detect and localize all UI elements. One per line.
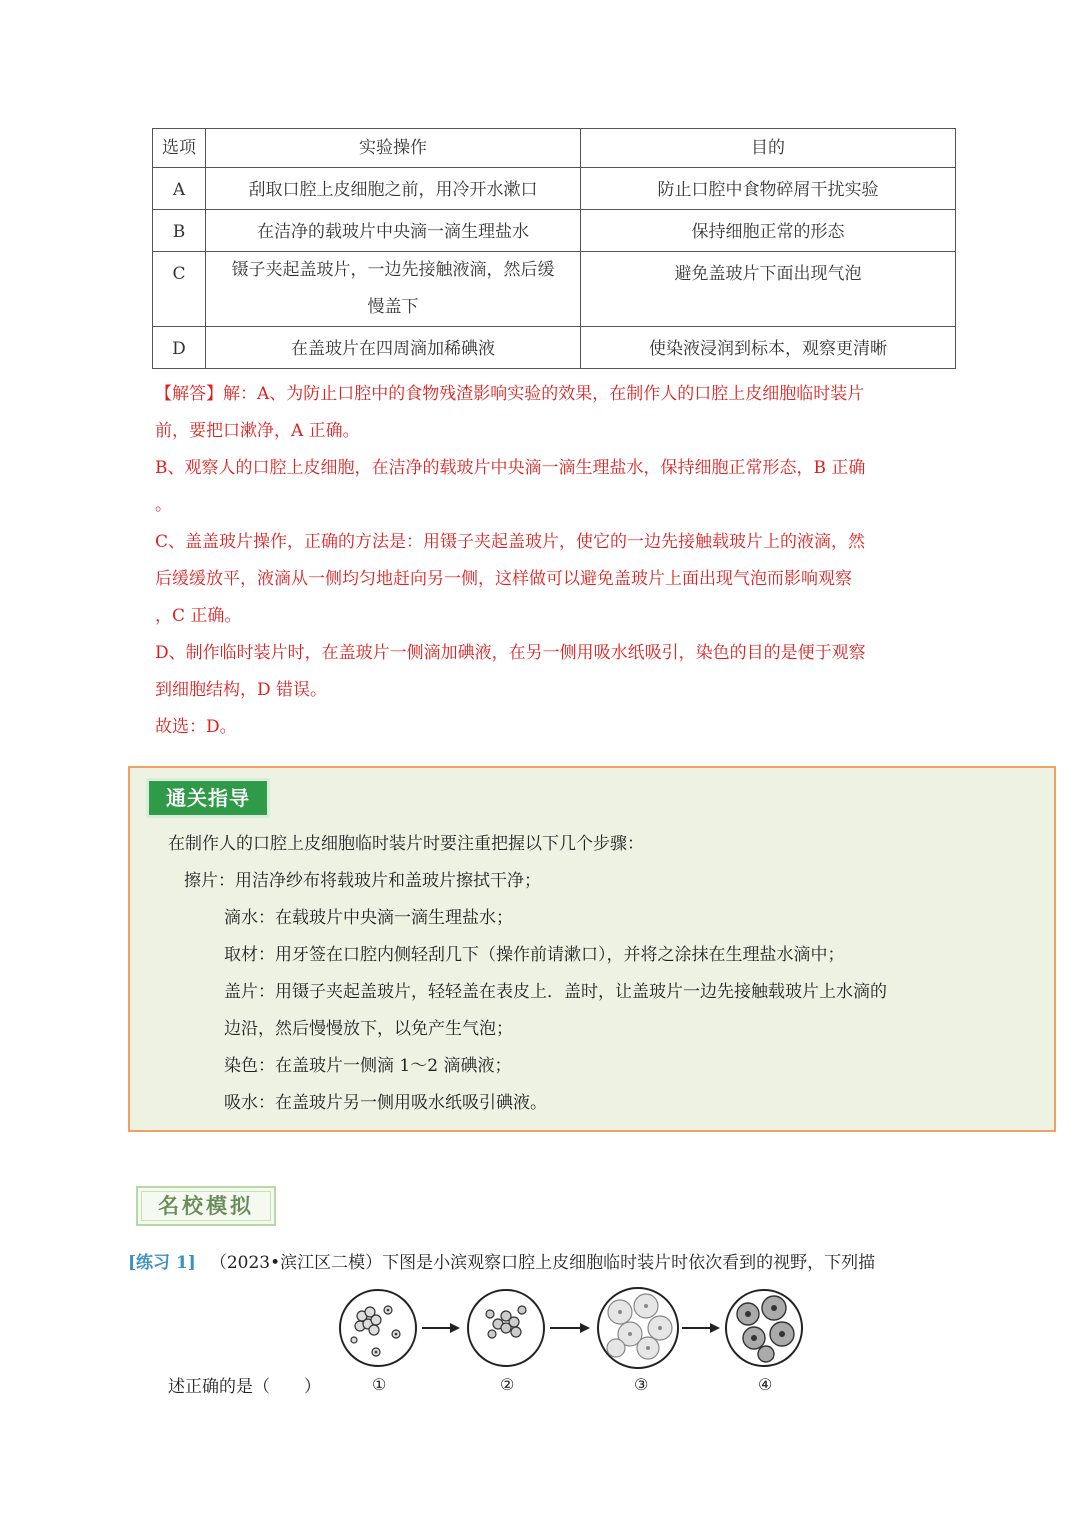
- guide-step: 染色：在盖玻片一侧滴 1～2 滴碘液；: [224, 1056, 512, 1076]
- microscope-view-3: [598, 1288, 678, 1368]
- experiment-table: [152, 128, 956, 369]
- microscope-view-2: [468, 1290, 544, 1366]
- table-row: [153, 210, 956, 252]
- guide-content: [168, 826, 1048, 1122]
- cell-purpose: 使染液浸润到标本，观察更清晰: [581, 327, 956, 369]
- arrow-head: [580, 1323, 590, 1333]
- guide-step: 吸水：在盖玻片另一侧用吸水纸吸引碘液。: [224, 1093, 547, 1113]
- cell-purpose: 防止口腔中食物碎屑干扰实验: [581, 168, 956, 210]
- cell-operation: [206, 252, 581, 327]
- cell-option: B: [153, 210, 206, 252]
- answer-line: ，C 正确。: [155, 606, 242, 626]
- practice-question: [128, 1248, 958, 1278]
- header-operation: 实验操作: [206, 129, 581, 168]
- answer-line: 【解答】解：A、为防止口腔中的食物残渣影响实验的效果，在制作人的口腔上皮细胞临时装片: [155, 384, 865, 404]
- guide-title-badge: 通关指导: [146, 778, 270, 818]
- figure-label-1: ①: [372, 1375, 387, 1394]
- section-header: 名校模拟: [136, 1186, 276, 1226]
- cell-operation: 刮取口腔上皮细胞之前，用冷开水漱口: [206, 168, 581, 210]
- figure-label-3: ③: [634, 1375, 649, 1394]
- cell-option: D: [153, 327, 206, 369]
- microscope-view-4: [726, 1290, 802, 1366]
- answer-line: 后缓缓放平，液滴从一侧均匀地赶向另一侧，这样做可以避免盖玻片上面出现气泡而影响观察: [155, 569, 852, 589]
- microscope-view-1: [340, 1290, 416, 1366]
- cell-operation-line2: 慢盖下: [367, 297, 419, 317]
- figure-label-2: ②: [500, 1375, 515, 1394]
- answer-line: D、制作临时装片时，在盖玻片一侧滴加碘液，在另一侧用吸水纸吸引，染色的目的是便于观察: [155, 643, 866, 663]
- cell-option: A: [153, 168, 206, 210]
- cell-option: C: [153, 252, 206, 327]
- table-row: [153, 168, 956, 210]
- guide-step: 边沿，然后慢慢放下，以免产生气泡；: [224, 1019, 513, 1039]
- table-header-row: [153, 129, 956, 168]
- cell-operation: 在洁净的载玻片中央滴一滴生理盐水: [206, 210, 581, 252]
- microscope-views: [330, 1282, 810, 1402]
- answer-explanation: [155, 376, 965, 746]
- header-option: 选项: [153, 129, 206, 168]
- question-text: （2023•滨江区二模）下图是小滨观察口腔上皮细胞临时装片时依次看到的视野，下列描: [209, 1253, 876, 1273]
- cell-operation-line1: 镊子夹起盖玻片，一边先接触液滴，然后缓: [231, 260, 555, 280]
- answer-line: 到细胞结构，D 错误。: [155, 680, 328, 700]
- table-row: [153, 252, 956, 327]
- arrow-head: [710, 1323, 720, 1333]
- guide-step: 盖片：用镊子夹起盖玻片，轻轻盖在表皮上．盖时，让盖玻片一边先接触载玻片上水滴的: [224, 982, 887, 1002]
- question-tail: 述正确的是（ ）: [168, 1377, 321, 1397]
- answer-line: 。: [155, 495, 172, 515]
- cell-purpose: 保持细胞正常的形态: [581, 210, 956, 252]
- answer-line: 故选：D。: [155, 717, 237, 737]
- microscope-views-figure: [330, 1282, 810, 1402]
- guide-step: 取材：用牙签在口腔内侧轻刮几下（操作前请漱口），并将之涂抹在生理盐水滴中；: [224, 945, 845, 965]
- answer-line: B、观察人的口腔上皮细胞，在洁净的载玻片中央滴一滴生理盐水，保持细胞正常形态，B 正确: [155, 458, 866, 478]
- guide-intro: 在制作人的口腔上皮细胞临时装片时要注重把握以下几个步骤：: [168, 834, 644, 854]
- figure-label-4: ④: [758, 1375, 773, 1394]
- guide-step: 擦片：用洁净纱布将载玻片和盖玻片擦拭干净；: [184, 871, 541, 891]
- question-label: [练习 1]: [128, 1253, 196, 1273]
- cell-purpose: 避免盖玻片下面出现气泡: [581, 252, 956, 327]
- guide-step: 滴水：在载玻片中央滴一滴生理盐水；: [224, 908, 513, 928]
- cell-operation: 在盖玻片在四周滴加稀碘液: [206, 327, 581, 369]
- answer-line: C、盖盖玻片操作，正确的方法是：用镊子夹起盖玻片，使它的一边先接触载玻片上的液滴，然: [155, 532, 866, 552]
- answer-line: 前，要把口漱净，A 正确。: [155, 421, 360, 441]
- arrow-head: [450, 1323, 460, 1333]
- guide-box: [128, 766, 1056, 1132]
- header-purpose: 目的: [581, 129, 956, 168]
- table-row: [153, 327, 956, 369]
